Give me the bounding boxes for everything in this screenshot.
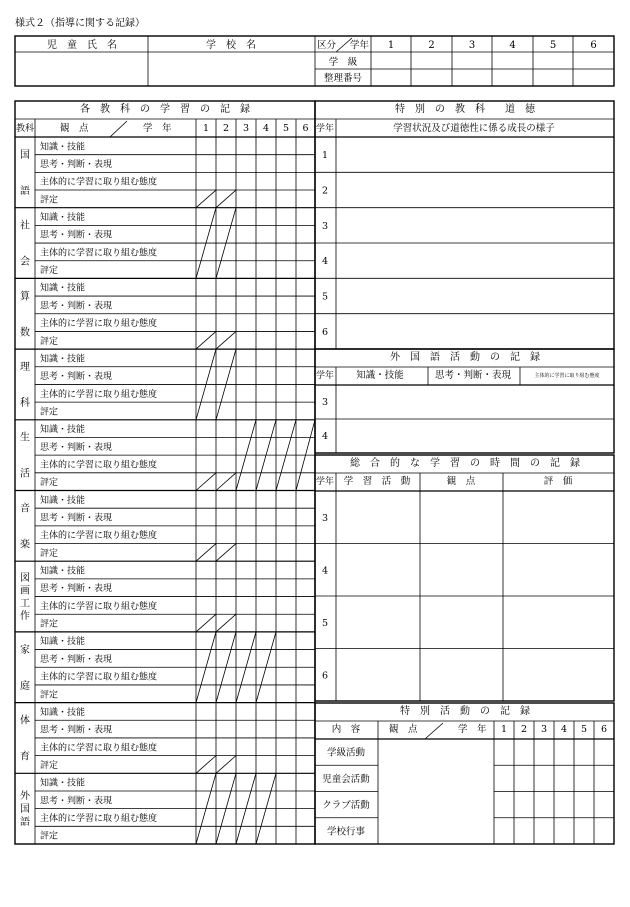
viewpoint-row-label: 評定: [40, 478, 59, 489]
subject-char-図画工作: 図: [20, 573, 30, 585]
subject-grade-3: 3: [242, 123, 250, 134]
viewpoint-row-label: 評定: [40, 690, 59, 701]
subject-grade-2: 2: [222, 123, 230, 134]
special-viewpoint-header: 観 点: [389, 724, 418, 735]
viewpoint-row-label: 主体的に学習に取り組む態度: [40, 813, 158, 824]
special-item-label: 児童会活動: [322, 773, 370, 785]
subject-char-図画工作: 画: [20, 585, 30, 597]
subject-char-国語: 国: [20, 149, 30, 161]
subject-char-音楽: 楽: [20, 539, 30, 551]
gakunen-label: 学年: [350, 40, 370, 51]
subject-char-社会: 社: [20, 220, 30, 232]
foreign-title: 外 国 語 活 動 の 記 録: [390, 352, 540, 363]
viewpoint-row-label: 評定: [40, 619, 59, 630]
special-grade-4: 4: [560, 724, 568, 735]
integrated-grade-3: 3: [321, 512, 329, 524]
subject-char-家庭: 庭: [20, 680, 30, 692]
viewpoint-row-label: 主体的に学習に取り組む態度: [40, 389, 158, 400]
viewpoint-row-label: 思考・判断・表現: [40, 160, 113, 171]
foreign-knowledge-header: 知識・技能: [356, 370, 404, 381]
viewpoint-row-label: 知識・技能: [40, 707, 86, 718]
moral-grade-6: 6: [321, 326, 329, 338]
special-item-label: 学級活動: [326, 747, 366, 759]
moral-grade-header: 学年: [315, 124, 335, 134]
viewpoint-row-label: 思考・判断・表現: [40, 301, 113, 312]
subject-char-国語: 語: [20, 185, 30, 197]
subject-char-社会: 会: [20, 256, 30, 268]
subject-char-生活: 活: [20, 468, 30, 480]
number-label: 整理番号: [323, 73, 363, 84]
special-grade-6: 6: [600, 724, 608, 735]
moral-grade-5: 5: [321, 291, 329, 303]
viewpoint-row-label: 主体的に学習に取り組む態度: [40, 601, 158, 612]
special-grade-3: 3: [540, 724, 548, 735]
viewpoint-row-label: 主体的に学習に取り組む態度: [40, 177, 158, 188]
subject-grade-4: 4: [262, 123, 270, 134]
subject-char-外国語: 国: [20, 804, 30, 816]
header-grade-5: 5: [549, 40, 557, 51]
class-label: 学 級: [328, 57, 358, 68]
subject-grade-1: 1: [202, 123, 210, 134]
viewpoint-row-label: 評定: [40, 760, 59, 771]
moral-grade-3: 3: [321, 220, 329, 232]
subject-char-体育: 体: [20, 715, 30, 727]
viewpoint-row-label: 知識・技能: [40, 213, 86, 224]
viewpoint-row-label: 思考・判断・表現: [40, 230, 113, 241]
integrated-grade-header: 学年: [315, 477, 335, 487]
header-grade-3: 3: [468, 40, 476, 51]
foreign-grade-header: 学年: [315, 371, 335, 381]
viewpoint-row-label: 知識・技能: [40, 778, 86, 789]
special-grade-1: 1: [500, 724, 508, 735]
subject-grade-6: 6: [302, 123, 309, 134]
viewpoint-row-label: 主体的に学習に取り組む態度: [40, 672, 158, 683]
moral-title: 特 別 の 教 科 道 徳: [395, 104, 535, 115]
student-name-header: 児 童 氏 名: [47, 40, 117, 51]
viewpoint-row-label: 主体的に学習に取り組む態度: [40, 743, 158, 754]
integrated-grade-4: 4: [321, 565, 329, 577]
subject-char-図画工作: 作: [20, 611, 30, 623]
form-title: 様式２（指導に関する記録）: [15, 18, 145, 29]
subject-column-header: 教科: [15, 124, 35, 134]
special-grade-2: 2: [520, 724, 528, 735]
viewpoint-row-label: 知識・技能: [40, 637, 86, 648]
subject-char-図画工作: 工: [20, 598, 30, 610]
subject-char-家庭: 家: [20, 644, 30, 656]
viewpoint-row-label: 思考・判断・表現: [40, 796, 113, 807]
viewpoint-row-label: 思考・判断・表現: [40, 725, 113, 736]
viewpoint-row-label: 思考・判断・表現: [40, 513, 113, 524]
viewpoint-row-label: 知識・技能: [40, 283, 86, 294]
viewpoint-row-label: 知識・技能: [40, 354, 86, 365]
moral-grade-1: 1: [321, 150, 329, 162]
viewpoint-row-label: 評定: [40, 336, 59, 347]
header-grade-1: 1: [387, 40, 395, 51]
subject-char-算数: 算: [20, 291, 30, 303]
integrated-viewpoint-header: 観 点: [446, 476, 476, 487]
viewpoint-row-label: 主体的に学習に取り組む態度: [40, 460, 158, 471]
subject-char-生活: 生: [20, 432, 30, 444]
viewpoint-row-label: 知識・技能: [40, 142, 86, 153]
viewpoint-row-label: 主体的に学習に取り組む態度: [40, 319, 158, 330]
viewpoint-row-label: 主体的に学習に取り組む態度: [40, 531, 158, 542]
subject-char-理科: 理: [20, 361, 30, 373]
foreign-grade-4: 4: [321, 431, 329, 442]
special-grade-5: 5: [580, 724, 588, 735]
special-title: 特 別 活 動 の 記 録: [400, 706, 530, 717]
viewpoint-row-label: 知識・技能: [40, 495, 86, 506]
subjects-title: 各 教 科 の 学 習 の 記 録: [80, 104, 250, 115]
integrated-grade-6: 6: [321, 670, 329, 682]
viewpoint-row-label: 評定: [40, 407, 59, 418]
integrated-activity-header: 学 習 活 動: [343, 476, 411, 487]
header-grade-4: 4: [509, 40, 516, 51]
school-name-header: 学 校 名: [206, 40, 256, 51]
moral-grade-4: 4: [321, 256, 329, 268]
viewpoint-row-label: 評定: [40, 266, 59, 277]
viewpoint-row-label: 思考・判断・表現: [40, 584, 113, 595]
header-grade-2: 2: [428, 40, 435, 51]
viewpoint-row-label: 評定: [40, 831, 59, 842]
viewpoint-row-label: 知識・技能: [40, 425, 86, 436]
moral-grade-2: 2: [321, 185, 329, 197]
special-item-label: 学校行事: [326, 826, 366, 838]
subject-char-体育: 育: [20, 751, 30, 763]
subject-char-外国語: 語: [20, 817, 30, 829]
viewpoint-row-label: 思考・判断・表現: [40, 442, 113, 453]
viewpoint-row-label: 思考・判断・表現: [40, 654, 113, 665]
grade-column-header: 学 年: [143, 123, 172, 134]
special-item-label: クラブ活動: [322, 800, 370, 812]
foreign-attitude-header: 主体的に学習に取り組む態度: [534, 373, 600, 379]
viewpoint-row-label: 主体的に学習に取り組む態度: [40, 248, 158, 259]
foreign-thinking-header: 思考・判断・表現: [434, 370, 512, 381]
integrated-eval-header: 評 価: [543, 476, 573, 487]
integrated-grade-5: 5: [321, 617, 329, 629]
viewpoint-row-label: 思考・判断・表現: [40, 372, 113, 383]
subject-char-外国語: 外: [20, 791, 30, 803]
subject-char-理科: 科: [20, 397, 30, 409]
viewpoint-row-label: 評定: [40, 195, 59, 206]
moral-desc-header: 学習状況及び道徳性に係る成長の様子: [393, 123, 555, 134]
special-grade-header: 学 年: [458, 724, 487, 735]
subject-char-算数: 数: [20, 327, 30, 339]
subject-char-音楽: 音: [20, 503, 30, 515]
kubun-label: 区分: [317, 40, 337, 51]
subject-grade-5: 5: [282, 123, 290, 134]
integrated-title: 総 合 的 な 学 習 の 時 間 の 記 録: [350, 458, 580, 469]
viewpoint-column-header: 観 点: [60, 123, 89, 134]
viewpoint-row-label: 評定: [40, 548, 59, 559]
viewpoint-row-label: 知識・技能: [40, 566, 86, 577]
foreign-grade-3: 3: [321, 397, 329, 408]
header-grade-6: 6: [590, 40, 597, 51]
special-content-header: 内 容: [331, 724, 361, 735]
